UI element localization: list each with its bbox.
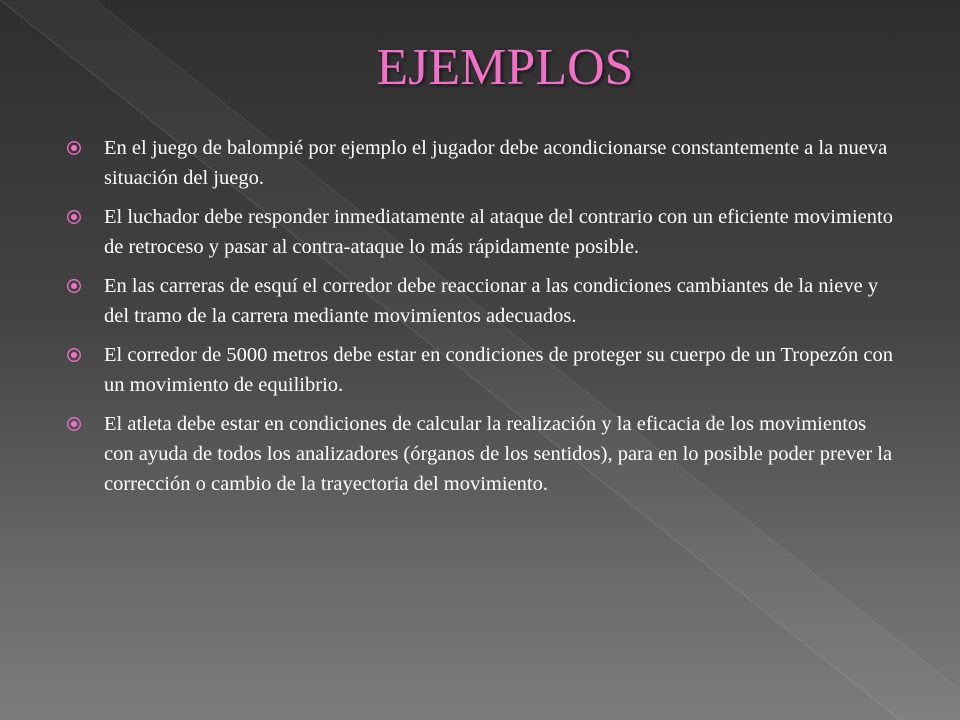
bullet-item xyxy=(66,340,896,400)
circled-dot-bullet-icon xyxy=(66,140,82,156)
bullet-text: El luchador debe responder inmediatamente al ataque del contrario con un eficiente movimiento de retroceso y pasar al contra-ataque lo más rápidamente posible. xyxy=(104,206,893,258)
bullet-item xyxy=(66,202,896,262)
circled-dot-bullet-icon xyxy=(66,278,82,294)
bullet-item xyxy=(66,271,896,331)
circled-dot-bullet-icon xyxy=(66,416,82,432)
bullet-item xyxy=(66,409,896,499)
bullet-text: En el juego de balompié por ejemplo el jugador debe acondicionarse constantemente a la nueva situación del juego. xyxy=(104,137,888,189)
circled-dot-bullet-icon xyxy=(66,209,82,225)
bullet-text: El atleta debe estar en condiciones de calcular la realización y la eficacia de los movimientos con ayuda de todos los analizadores (órganos de los sentidos), para en lo posible poder prever la corrección o cambio de la trayectoria del movimiento. xyxy=(104,413,893,495)
bullet-item xyxy=(66,133,896,193)
slide-title: EJEMPLOS xyxy=(376,39,634,96)
circled-dot-bullet-icon xyxy=(66,347,82,363)
bullet-text: En las carreras de esquí el corredor debe reaccionar a las condiciones cambiantes de la nieve y del tramo de la carrera mediante movimientos adecuados. xyxy=(104,275,879,327)
bullet-content xyxy=(66,133,896,508)
bullet-list xyxy=(66,133,896,499)
bullet-text: El corredor de 5000 metros debe estar en condiciones de proteger su cuerpo de un Tropezón con un movimiento de equilibrio. xyxy=(104,344,893,396)
